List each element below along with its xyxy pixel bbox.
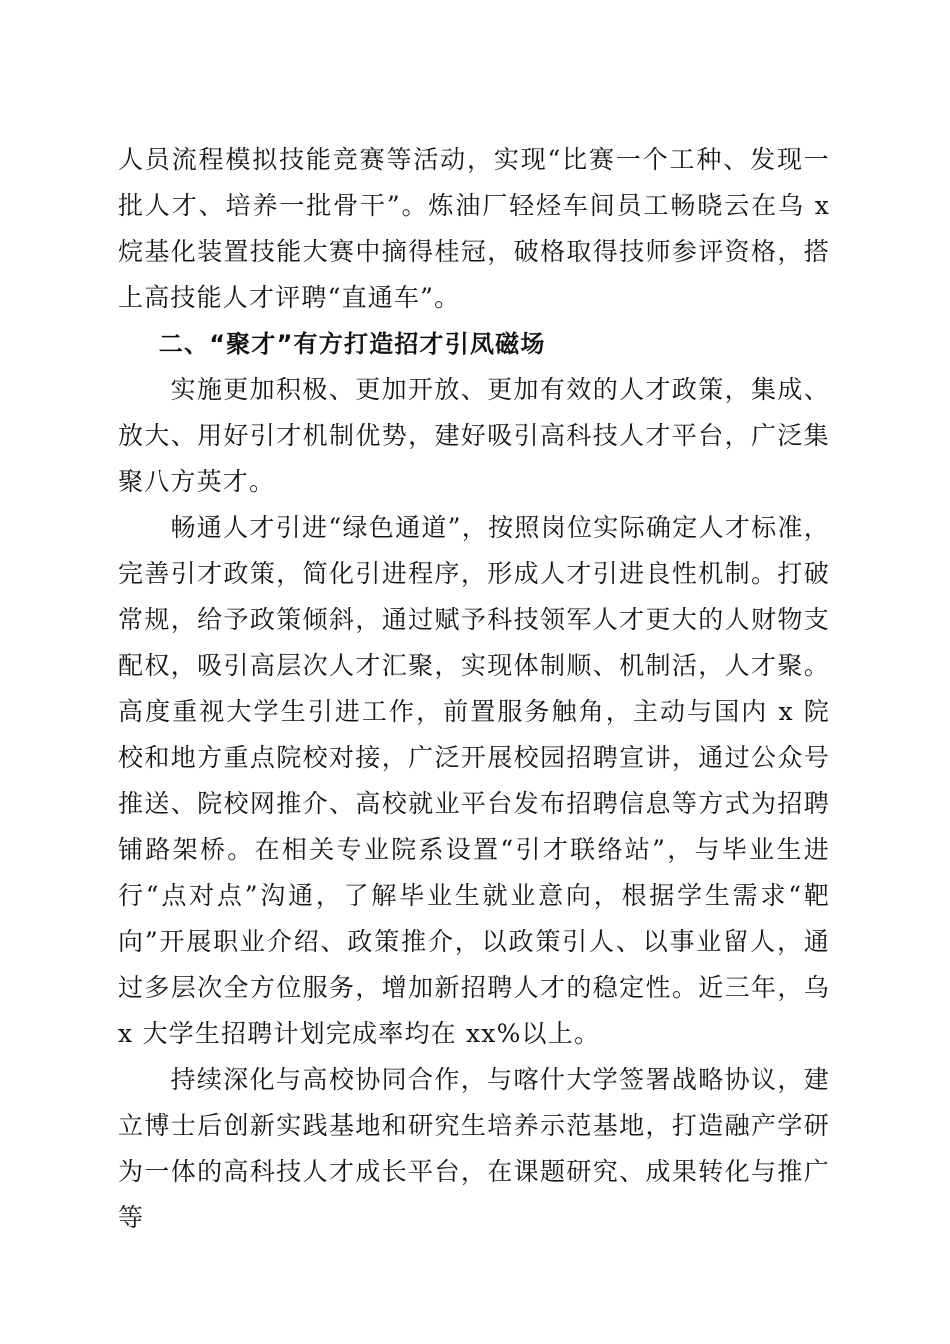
paragraph-university-cooperation: 持续深化与高校协同合作，与喀什大学签署战略协议，建立博士后创新实践基地和研究生培养示范基地，打造融产学研为一体的高科技人才成长平台，在课题研究、成果转化与推广等 [118, 1065, 830, 1232]
paragraph-green-channel: 畅通人才引进“绿色通道”，按照岗位实际确定人才标准，完善引才政策，简化引进程序，形成人才引进良性机制。打破常规，给予政策倾斜，通过赋予科技领军人才更大的人财物支配权，吸引高层次人才汇聚，实现体制顺、机制活，人才聚。高度重视大学生引进工作，前置服务触角，主动与国内 x 院校和地方重点院校对接，广泛开展校园招聘宣讲，通过公众号推送、院校网推介、高校就业平台发布招聘信息等方式为招聘铺路架桥。在相关专业院系设置“引才联络站”，与毕业生进行“点对点”沟通，了解毕业生就业意向，根据学生需求“靶向”开展职业介绍、政策推介，以政策引人、以事业留人，通过多层次全方位服务，增加新招聘人才的稳定性。近三年，乌 x 大学生招聘计划完成率均在 xx%以上。 [118, 513, 830, 1048]
paragraph-intro: 实施更加积极、更加开放、更加有效的人才政策，集成、放大、用好引才机制优势，建好吸引高科技人才平台，广泛集聚八方英才。 [118, 375, 830, 496]
document-body [118, 137, 830, 1241]
paragraph-continued: 人员流程模拟技能竞赛等活动，实现“比赛一个工种、发现一批人才、培养一批骨干”。炼油厂轻烃车间员工畅晓云在乌 x 烷基化装置技能大赛中摘得桂冠，破格取得技师参评资格，搭上高技能人才评聘“直通车”。 [118, 145, 830, 312]
section-heading: 二、“聚才”有方打造招才引凤磁场 [158, 330, 546, 358]
